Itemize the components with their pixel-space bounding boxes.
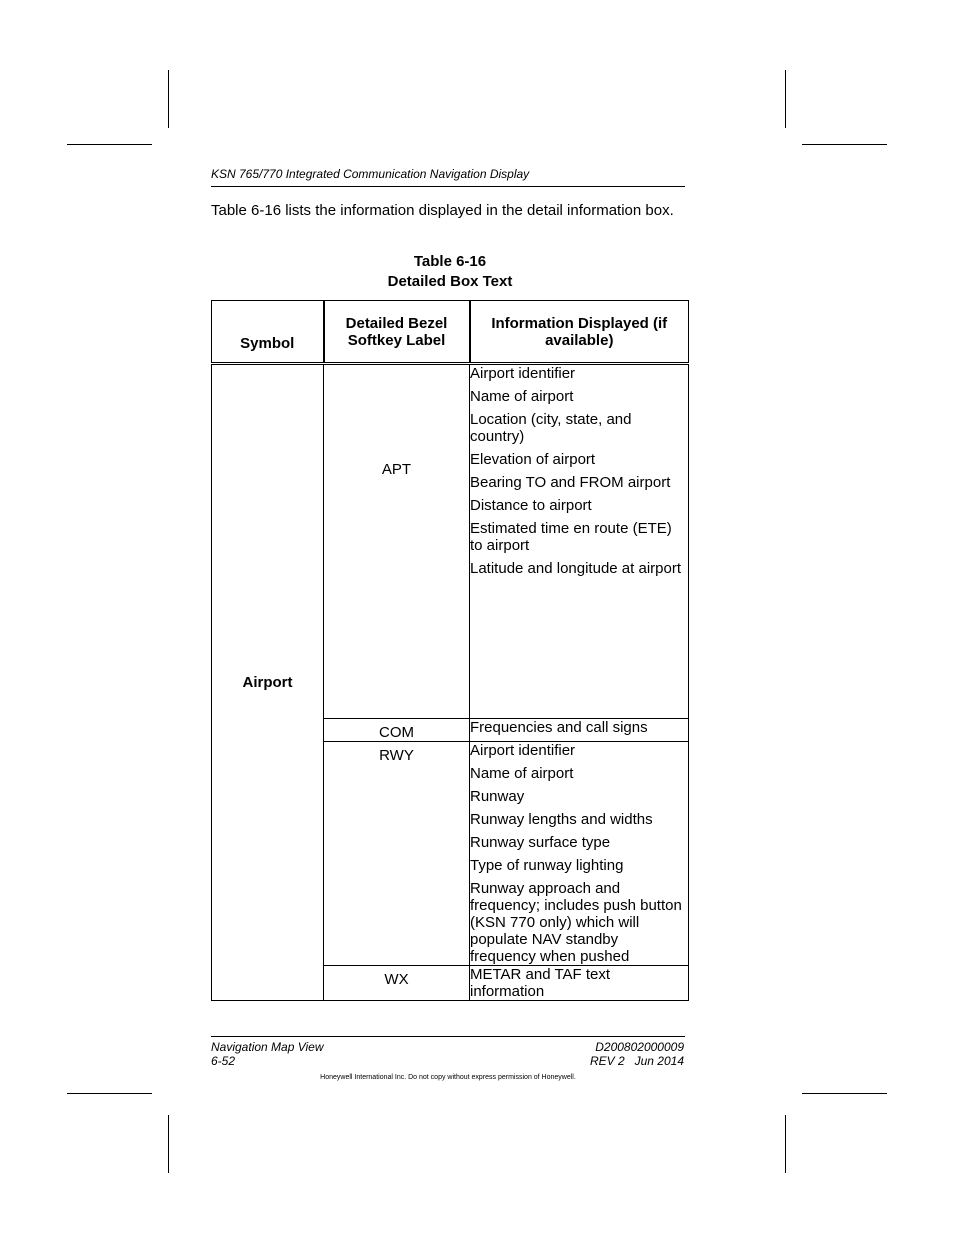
- column-header-info: Information Displayed (if available): [470, 301, 689, 364]
- info-item: Frequencies and call signs: [470, 719, 648, 736]
- info-cell-wx: [470, 966, 689, 1001]
- footer-doc-number: D200802000009: [595, 1040, 684, 1054]
- info-item: Runway: [470, 788, 525, 805]
- table-row-apt: [212, 364, 689, 719]
- column-header-softkey: Detailed Bezel Softkey Label: [324, 301, 470, 364]
- crop-mark: [785, 70, 786, 128]
- info-cell-com: [470, 719, 689, 742]
- info-cell-apt: [470, 364, 689, 719]
- intro-paragraph: Table 6-16 lists the information displayed in the detail information box.: [211, 202, 674, 219]
- info-item: Runway approach and frequency; includes push button (KSN 770 only) which will populate NAV standby frequency when pushed: [470, 880, 682, 965]
- info-item: Bearing TO and FROM airport: [470, 474, 671, 491]
- info-item: Distance to airport: [470, 497, 592, 514]
- info-item: Estimated time en route (ETE) to airport: [470, 520, 672, 554]
- table-number: Table 6-16: [413, 253, 487, 270]
- column-header-symbol: Symbol: [212, 301, 324, 364]
- copyright-notice: Honeywell International Inc. Do not copy without express permission of Honeywell.: [320, 1074, 576, 1081]
- crop-mark: [168, 70, 169, 128]
- softkey-label-com: COM: [324, 719, 470, 742]
- info-item: METAR and TAF text information: [470, 966, 611, 1000]
- table-caption: [211, 252, 689, 292]
- crop-mark: [168, 1115, 169, 1173]
- table-header-row: [212, 301, 689, 364]
- softkey-label-rwy: RWY: [324, 742, 470, 966]
- info-item: Airport identifier: [470, 742, 576, 759]
- info-item: Runway lengths and widths: [470, 811, 653, 828]
- info-item: Type of runway lighting: [470, 857, 624, 874]
- crop-mark: [802, 144, 887, 145]
- table-title: Detailed Box Text: [387, 273, 513, 290]
- footer-left: [211, 1040, 324, 1068]
- info-item: Name of airport: [470, 765, 574, 782]
- footer-section: Navigation Map View: [211, 1040, 324, 1054]
- running-header: KSN 765/770 Integrated Communication Navigation Display: [211, 166, 685, 187]
- crop-mark: [802, 1093, 887, 1094]
- info-item: Airport identifier: [470, 365, 576, 382]
- footer-right: [590, 1040, 684, 1068]
- footer-rule: [211, 1036, 685, 1037]
- symbol-cell: Airport: [212, 364, 324, 1001]
- info-item: Latitude and longitude at airport: [470, 560, 681, 577]
- info-item: Location (city, state, and country): [470, 411, 632, 445]
- softkey-label-apt: APT: [324, 364, 470, 719]
- footer-revision: REV 2 Jun 2014: [589, 1054, 684, 1068]
- crop-mark: [67, 144, 152, 145]
- crop-mark: [67, 1093, 152, 1094]
- footer-page-number: 6-52: [211, 1054, 236, 1068]
- info-item: Name of airport: [470, 388, 574, 405]
- info-item: Elevation of airport: [470, 451, 596, 468]
- info-cell-rwy: [470, 742, 689, 966]
- info-item: Runway surface type: [470, 834, 611, 851]
- softkey-label-wx: WX: [324, 966, 470, 1001]
- detail-box-table: [211, 300, 689, 1001]
- crop-mark: [785, 1115, 786, 1173]
